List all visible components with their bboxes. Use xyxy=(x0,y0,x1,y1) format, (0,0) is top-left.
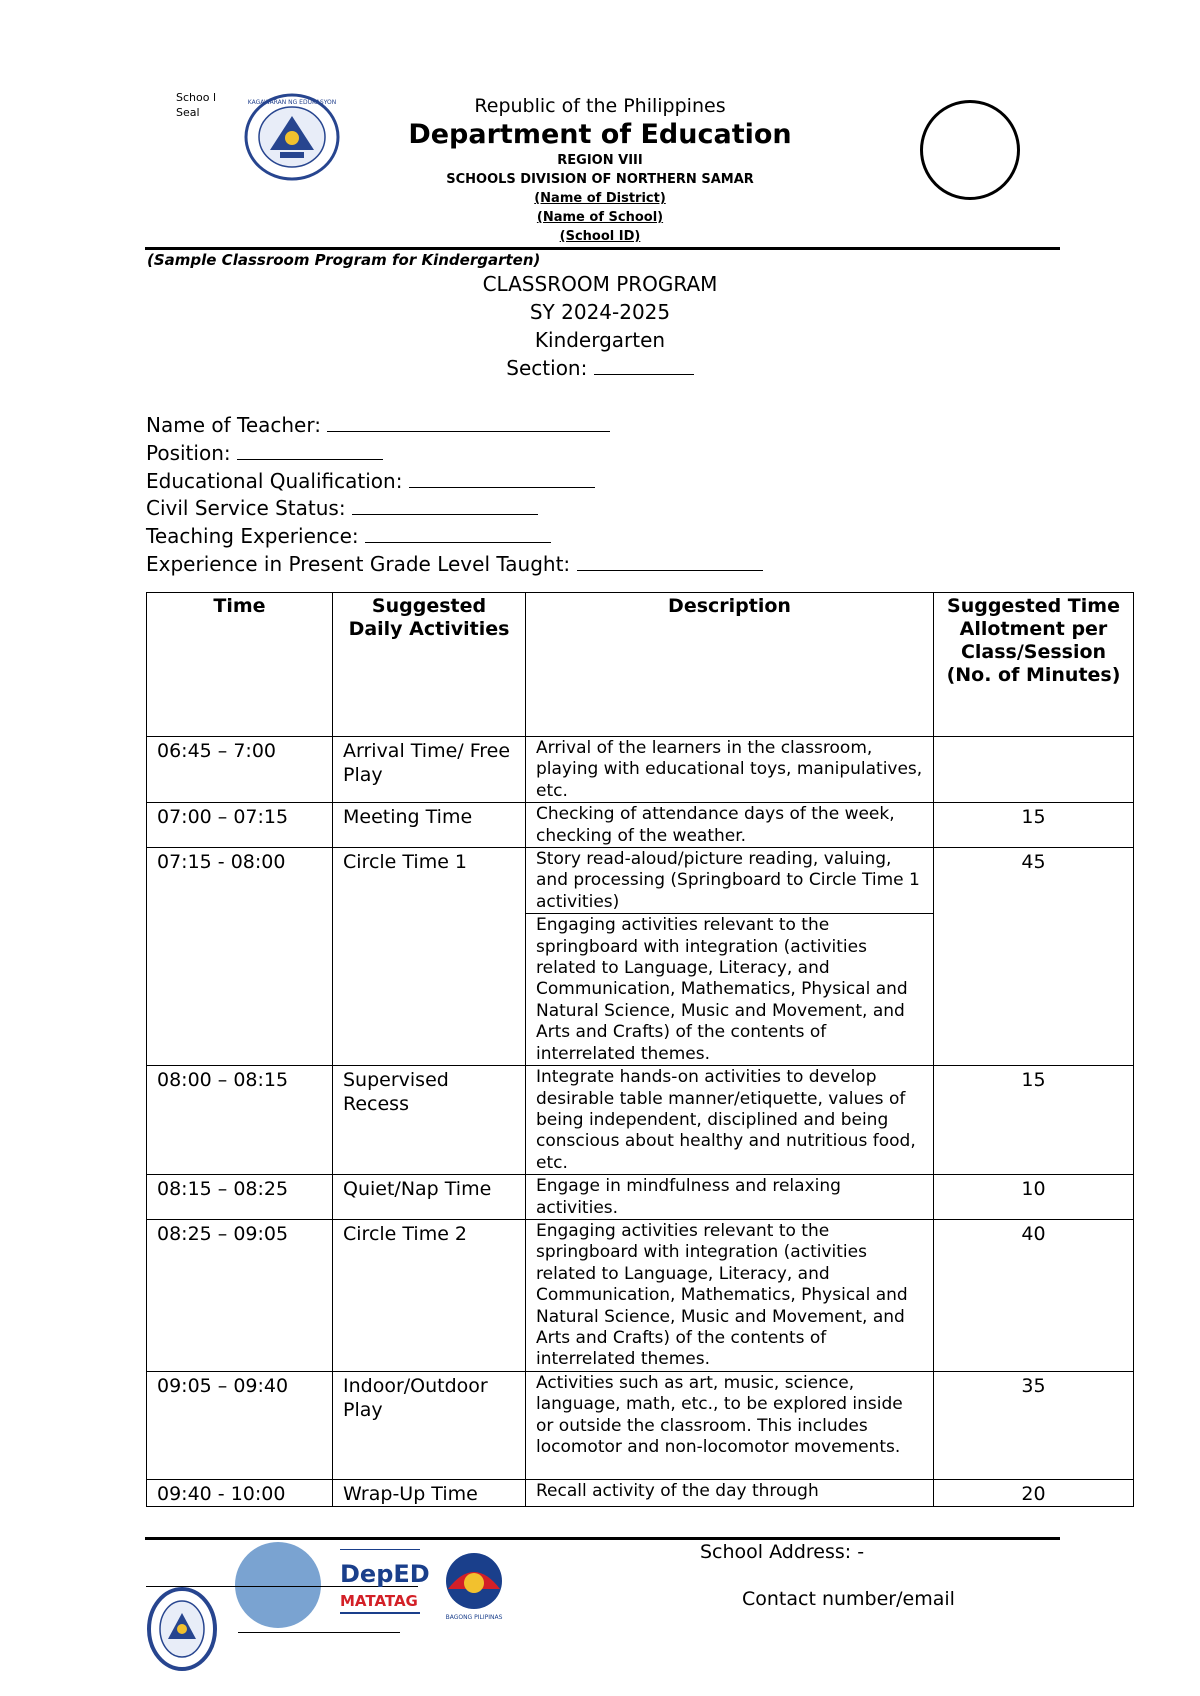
deped-seal-icon xyxy=(240,92,344,182)
row-description: Integrate hands-on activities to develop desirable table manner/etiquette, values of being independent, disciplined and being conscious about healthy and nutritious food, etc. xyxy=(526,1066,934,1175)
header-time-allotment: Suggested Time Allotment per Class/Session (No. of Minutes) xyxy=(934,593,1134,737)
school-id: (School ID) xyxy=(559,229,641,244)
row-description: Engaging activities relevant to the springboard with integration (activities related to Language, Literacy, and Communication, Mathematics, Physical and Natural Science, Music and Movement, and Arts and Crafts) of the contents of interrelated themes. xyxy=(526,1219,934,1371)
row-description-2: Engaging activities relevant to the springboard with integration (activities related to Language, Literacy, and Communication, Mathematics, Physical and Natural Science, Music and Movement, and Arts and Crafts) of the contents of interrelated themes. xyxy=(526,914,934,1066)
district-name: (Name of District) xyxy=(534,191,666,206)
row-minutes xyxy=(934,737,1134,803)
program-title-block xyxy=(350,270,850,382)
field-blank xyxy=(352,496,538,515)
svg-text:KAGAWARAN NG EDUKASYON: KAGAWARAN NG EDUKASYON xyxy=(247,99,337,106)
row-activity: Wrap-Up Time xyxy=(333,1479,526,1506)
section-field xyxy=(350,354,850,382)
row-time: 09:40 - 10:00 xyxy=(147,1479,333,1506)
row-activity: Circle Time 2 xyxy=(333,1219,526,1371)
classroom-program-table xyxy=(146,592,1134,1507)
header-time: Time xyxy=(147,593,333,737)
field-educational-qualification xyxy=(146,468,763,496)
row-description: Story read-aloud/picture reading, valuing, and processing (Springboard to Circle Time 1 activities) xyxy=(526,848,934,914)
table-row xyxy=(147,848,1134,914)
school-year: SY 2024-2025 xyxy=(529,300,671,324)
row-minutes: 15 xyxy=(934,803,1134,848)
row-minutes: 35 xyxy=(934,1371,1134,1479)
school-seal-placeholder xyxy=(920,100,1020,200)
row-time: 06:45 – 7:00 xyxy=(147,737,333,803)
row-minutes: 45 xyxy=(934,848,1134,1066)
row-description: Activities such as art, music, science, language, math, etc., to be explored inside or outside the classroom. This includes locomotor and non-locomotor movements. xyxy=(526,1371,934,1479)
table-row xyxy=(147,1479,1134,1506)
teacher-info-fields xyxy=(146,412,763,579)
deped-matatag-logo-icon xyxy=(336,1554,436,1626)
table-row xyxy=(147,1066,1134,1175)
row-description: Checking of attendance days of the week, checking of the weather. xyxy=(526,803,934,848)
sample-note: (Sample Classroom Program for Kindergarten) xyxy=(147,251,541,269)
footer-circle-placeholder xyxy=(235,1542,321,1628)
row-time: 08:25 – 09:05 xyxy=(147,1219,333,1371)
field-teaching-experience xyxy=(146,523,763,551)
field-blank xyxy=(237,441,383,460)
svg-text:DepED: DepED xyxy=(340,1560,430,1588)
row-minutes: 15 xyxy=(934,1066,1134,1175)
field-label: Civil Service Status: xyxy=(146,496,346,521)
footer-line xyxy=(238,1632,400,1633)
deped-round-seal-icon xyxy=(146,1585,218,1673)
row-activity: Quiet/Nap Time xyxy=(333,1175,526,1220)
row-description: Recall activity of the day through xyxy=(526,1479,934,1506)
row-time: 07:15 - 08:00 xyxy=(147,848,333,1066)
table-row xyxy=(147,737,1134,803)
program-title: CLASSROOM PROGRAM xyxy=(482,272,718,296)
division-name: SCHOOLS DIVISION OF NORTHERN SAMAR xyxy=(446,172,754,187)
logo-top-line xyxy=(340,1549,420,1550)
header-divider xyxy=(145,247,1060,250)
field-label: Teaching Experience: xyxy=(146,524,359,549)
field-label: Name of Teacher: xyxy=(146,413,321,437)
table-row xyxy=(147,1175,1134,1220)
footer-divider xyxy=(145,1537,1060,1540)
row-time: 08:00 – 08:15 xyxy=(147,1066,333,1175)
school-name: (Name of School) xyxy=(536,210,664,225)
field-position xyxy=(146,440,763,468)
section-blank xyxy=(594,356,694,375)
table-header-row xyxy=(147,593,1134,737)
letterhead xyxy=(350,93,850,246)
row-minutes: 20 xyxy=(934,1479,1134,1506)
country-name: Republic of the Philippines xyxy=(474,95,726,117)
row-time: 07:00 – 07:15 xyxy=(147,803,333,848)
row-activity: Supervised Recess xyxy=(333,1066,526,1175)
svg-text:MATATAG: MATATAG xyxy=(340,1592,418,1610)
field-civil-service-status xyxy=(146,495,763,523)
field-blank xyxy=(409,469,595,488)
svg-text:BAGONG PILIPINAS: BAGONG PILIPINAS xyxy=(445,1614,503,1621)
field-blank xyxy=(327,413,610,432)
header-activities: Suggested Daily Activities xyxy=(333,593,526,737)
region-name: REGION VIII xyxy=(557,153,643,168)
department-name: Department of Education xyxy=(408,119,792,150)
row-time: 09:05 – 09:40 xyxy=(147,1371,333,1479)
row-activity: Indoor/Outdoor Play xyxy=(333,1371,526,1479)
row-minutes: 40 xyxy=(934,1219,1134,1371)
field-label: Experience in Present Grade Level Taught: xyxy=(146,551,571,576)
row-minutes: 10 xyxy=(934,1175,1134,1220)
table-row xyxy=(147,803,1134,848)
header-description: Description xyxy=(526,593,934,737)
field-blank xyxy=(577,552,763,571)
section-label: Section: xyxy=(506,356,588,380)
field-label: Educational Qualification: xyxy=(146,468,403,493)
contact-info: Contact number/email xyxy=(742,1588,955,1610)
row-description: Engage in mindfulness and relaxing activities. xyxy=(526,1175,934,1220)
school-seal-label: Schoo l Seal xyxy=(176,91,217,119)
field-blank xyxy=(365,524,551,543)
field-label: Position: xyxy=(146,440,231,465)
school-address: School Address: - xyxy=(700,1541,865,1563)
row-activity: Circle Time 1 xyxy=(333,848,526,1066)
row-time: 08:15 – 08:25 xyxy=(147,1175,333,1220)
row-description: Arrival of the learners in the classroom, playing with educational toys, manipulatives, etc. xyxy=(526,737,934,803)
row-activity: Meeting Time xyxy=(333,803,526,848)
table-row xyxy=(147,1219,1134,1371)
row-activity: Arrival Time/ Free Play xyxy=(333,737,526,803)
field-experience-present-grade xyxy=(146,551,763,579)
field-name-of-teacher xyxy=(146,412,763,440)
grade-level: Kindergarten xyxy=(534,328,666,352)
bagong-pilipinas-logo-icon xyxy=(440,1549,520,1621)
table-row xyxy=(147,1371,1134,1479)
